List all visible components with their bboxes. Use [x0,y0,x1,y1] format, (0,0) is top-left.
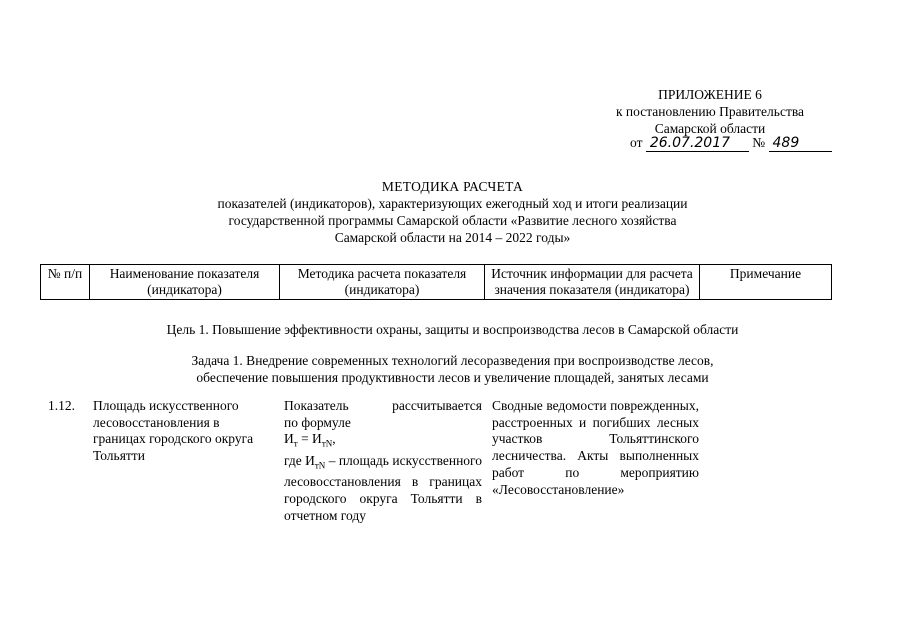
title-heading: МЕТОДИКА РАСЧЕТА [381,179,524,194]
title-line-1: показателей (индикаторов), характеризующих ежегодный ход и итоги реализации [217,196,688,211]
task-line-1: Задача 1. Внедрение современных технологий лесоразведения при воспроизводстве лесов, [191,353,714,368]
appendix-date-line [630,135,860,152]
header-col-note: Примечание [700,265,832,300]
header-col-number: № п/п [41,265,90,300]
date-prefix: от [630,135,643,150]
appendix-region: Самарской области [654,121,766,136]
table-header [40,264,832,300]
row-number: 1.12. [48,398,75,413]
appendix-block [595,86,825,137]
appendix-title: ПРИЛОЖЕНИЕ 6 [658,87,762,102]
formula: $И_т = И_{тN}$, [284,431,336,450]
task-line-2: обеспечение повышения продуктивности лесов и увеличение площадей, занятых лесами [196,370,709,385]
goal-heading: Цель 1. Повышение эффективности охраны, защиты и воспроизводства лесов в Самарской области [166,322,739,337]
number-prefix: № [752,135,766,150]
title-line-2: государственной программы Самарской области «Развитие лесного хозяйства [228,213,677,228]
title-line-3: Самарской области на 2014 – 2022 годы» [334,230,571,245]
formula-explanation: где $И_{тN}$ – площадь искусственного лесовосстановления в границах городского округа Тольятти в отчетном году [284,452,483,523]
handwritten-number: 489 [769,135,832,152]
handwritten-date: 26.07.2017 [646,135,749,152]
row-indicator-name: Площадь искусственного лесовосстановления в границах городского округа Тольятти [93,398,254,464]
row-source: Сводные ведомости поврежденных, расстроенных и погибших лесных участков Тольяттинского лесничества. Акты выполненных работ по мероприятию «Лесовосстановление» [492,398,699,497]
appendix-decree: к постановлению Правительства [615,104,805,119]
document-title [0,178,905,246]
row-method: Показатель рассчитывается по формуле $И_т = И_{тN}$, где $И_{тN}$ – площадь искусственного лесовосстановления в границах городского округа Тольятти в отчетном году [284,398,483,523]
header-col-method: Методика расчета показателя (индикатора) [280,265,485,300]
header-col-name: Наименование показателя (индикатора) [90,265,280,300]
task-heading [0,352,905,386]
header-col-source: Источник информации для расчета значения показателя (индикатора) [485,265,700,300]
